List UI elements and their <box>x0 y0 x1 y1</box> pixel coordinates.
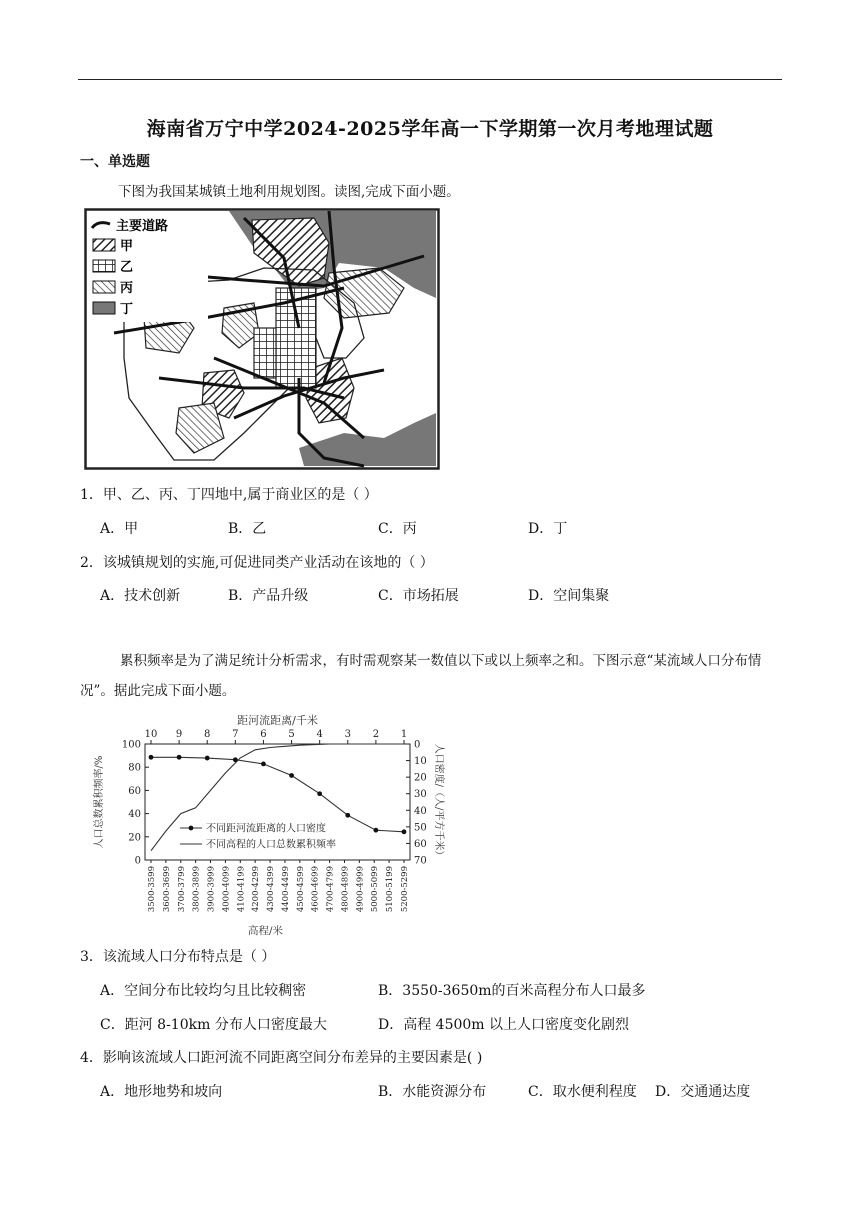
legend-jia-label: 甲 <box>120 239 134 254</box>
q2-option-d[interactable]: D．空间集聚 <box>528 588 610 604</box>
bottom-tick-label: 4500-4599 <box>295 866 306 913</box>
question-1: 1．甲、乙、丙、丁四地中,属于商业区的是（ ） <box>80 487 378 503</box>
legend-yi-symbol <box>93 260 115 272</box>
bottom-tick-label: 5200-5299 <box>400 866 410 913</box>
top-tick-label: 4 <box>316 729 323 740</box>
top-tick-label: 1 <box>400 729 408 740</box>
top-tick-label: 10 <box>144 729 158 740</box>
section-heading: 一、单选题 <box>80 154 150 170</box>
legend-ding-symbol <box>93 302 115 314</box>
bottom-tick-label: 4300-4399 <box>266 866 277 913</box>
right-tick-label: 20 <box>414 772 427 784</box>
region-yi-2 <box>254 328 276 378</box>
bottom-tick-label: 4400-4499 <box>280 866 291 913</box>
q1-option-b[interactable]: B．乙 <box>228 521 267 537</box>
top-tick-label: 7 <box>232 729 239 740</box>
map-legend <box>88 212 208 322</box>
right-tick-label: 40 <box>414 805 427 817</box>
q4-option-d[interactable]: D．交通通达度 <box>655 1084 751 1100</box>
question-2: 2．该城镇规划的实施,可促进同类产业活动在该地的（ ） <box>80 555 434 571</box>
series-density-line <box>151 757 404 832</box>
x-axis-title: 高程/米 <box>247 925 284 937</box>
q3-option-a[interactable]: A．空间分布比较均匀且比较稠密 <box>100 983 307 999</box>
density-point <box>261 761 266 766</box>
bottom-tick-label: 3800-3899 <box>191 866 202 913</box>
legend-road-label: 主要道路 <box>116 219 169 234</box>
right-tick-label: 30 <box>414 789 427 801</box>
right-axis-title: 人口密度/（人/平方千米） <box>433 743 444 861</box>
left-tick-label: 60 <box>128 785 141 797</box>
legend-jia-symbol <box>93 239 115 251</box>
population-chart <box>90 712 450 940</box>
bottom-tick-label: 4700-4799 <box>325 866 336 913</box>
q4-option-b[interactable]: B．水能资源分布 <box>378 1084 487 1100</box>
left-tick-label: 80 <box>128 762 141 774</box>
bottom-tick-label: 5000-5099 <box>370 866 381 913</box>
header-rule <box>78 79 782 80</box>
land-use-map <box>84 208 440 470</box>
density-point <box>373 828 378 833</box>
q4-option-a[interactable]: A．地形地势和坡向 <box>100 1084 223 1100</box>
q3-option-b[interactable]: B．3550-3650m的百米高程分布人口最多 <box>378 983 646 999</box>
legend-frequency-label: 不同高程的人口总数累积频率 <box>206 839 336 851</box>
q2-option-a[interactable]: A．技术创新 <box>100 588 181 604</box>
bottom-tick-label: 4200-4299 <box>251 866 262 913</box>
left-tick-label: 20 <box>128 832 141 844</box>
bottom-tick-label: 4000-4099 <box>221 866 232 913</box>
left-tick-label: 100 <box>121 739 141 751</box>
bottom-tick-label: 4100-4199 <box>236 866 247 913</box>
legend-density-marker <box>189 826 194 831</box>
q3-option-c[interactable]: C．距河 8-10km 分布人口密度最大 <box>100 1017 327 1033</box>
top-tick-label: 6 <box>260 729 267 740</box>
legend-yi-label: 乙 <box>120 260 134 275</box>
q2-option-c[interactable]: C．市场拓展 <box>378 588 459 604</box>
density-point <box>205 756 210 761</box>
question-4: 4．影响该流域人口距河流不同距离空间分布差异的主要因素是( ) <box>80 1050 483 1066</box>
bottom-tick-label: 4800-4899 <box>340 866 351 913</box>
top-tick-label: 8 <box>204 729 211 740</box>
bottom-tick-label: 5100-5199 <box>385 866 396 913</box>
density-point <box>177 755 182 760</box>
q4-option-c[interactable]: C．取水便利程度 <box>528 1084 637 1100</box>
bottom-tick-label: 3500-3599 <box>147 866 157 913</box>
page-title: 海南省万宁中学2024-2025学年高一下学期第一次月考地理试题 <box>146 118 714 140</box>
series-cumulative-frequency-line <box>151 744 404 851</box>
top-axis-title: 距河流距离/千米 <box>237 714 318 727</box>
question-3: 3．该流域人口分布特点是（ ） <box>80 949 276 965</box>
top-tick-label: 2 <box>372 729 380 740</box>
density-point <box>149 755 154 760</box>
density-point <box>233 757 238 762</box>
density-point <box>345 813 350 818</box>
q1-option-d[interactable]: D．丁 <box>528 521 568 537</box>
top-tick-label: 5 <box>288 729 295 740</box>
intro-paragraph-2: 累积频率是为了满足统计分析需求，有时需观察某一数值以下或以上频率之和。下图示意“某流域人口分布情况”。据此完成下面小题。 <box>80 653 762 699</box>
density-point <box>402 829 407 834</box>
right-tick-label: 60 <box>414 838 427 850</box>
density-point <box>317 791 322 796</box>
intro-text: 下图为我国某城镇土地利用规划图。读图,完成下面小题。 <box>118 184 460 200</box>
legend-bing-symbol <box>93 281 115 293</box>
q2-option-b[interactable]: B．产品升级 <box>228 588 309 604</box>
left-tick-label: 40 <box>128 809 141 821</box>
legend-bing-label: 丙 <box>120 281 134 296</box>
q1-option-c[interactable]: C．丙 <box>378 521 417 537</box>
right-tick-label: 10 <box>414 756 427 768</box>
top-tick-label: 9 <box>175 729 183 740</box>
legend-density-label: 不同距河流距离的人口密度 <box>206 823 326 835</box>
bottom-tick-label: 3600-3699 <box>161 866 172 913</box>
top-tick-label: 3 <box>344 729 351 740</box>
density-point <box>289 773 294 778</box>
bottom-tick-label: 4600-4699 <box>310 866 321 913</box>
q3-option-d[interactable]: D．高程 4500m 以上人口密度变化剧烈 <box>378 1017 630 1033</box>
q1-option-a[interactable]: A．甲 <box>100 521 139 537</box>
bottom-tick-label: 4900-4999 <box>355 866 366 913</box>
bottom-tick-label: 3900-3999 <box>206 866 217 913</box>
right-tick-label: 70 <box>414 855 427 867</box>
bottom-tick-label: 3700-3799 <box>176 866 187 913</box>
right-tick-label: 0 <box>414 739 421 751</box>
right-tick-label: 50 <box>414 822 427 834</box>
left-tick-label: 0 <box>134 855 141 867</box>
legend-ding-label: 丁 <box>120 302 134 317</box>
left-axis-title: 人口总数累积频率/% <box>94 755 105 849</box>
